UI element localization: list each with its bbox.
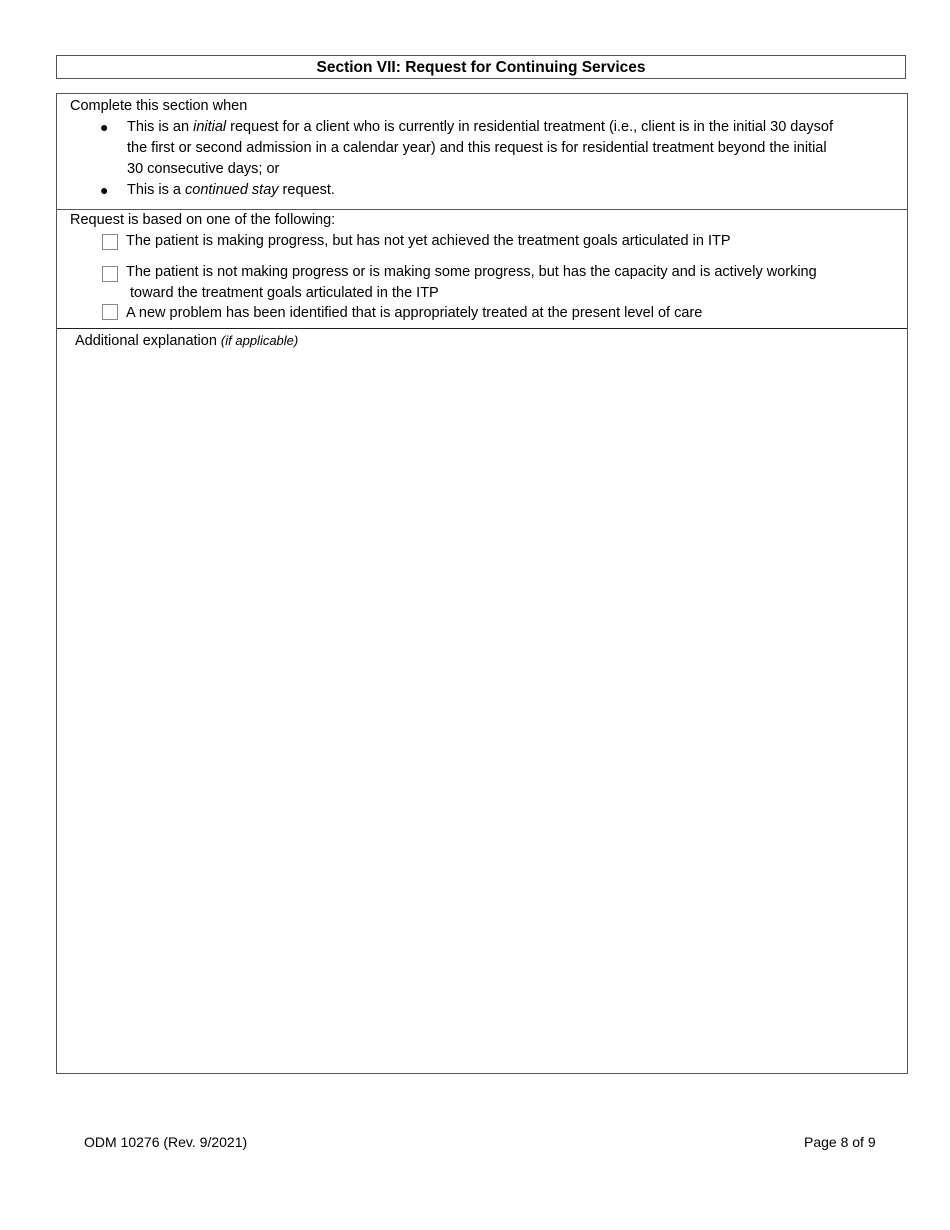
request-basis-row xyxy=(57,210,907,329)
complete-when-intro: Complete this section when xyxy=(70,98,248,114)
bullet-icon: ● xyxy=(100,182,109,198)
request-basis-intro: Request is based on one of the following: xyxy=(70,212,336,228)
additional-explanation-field[interactable] xyxy=(59,355,905,1071)
option-not-making-progress-line2: toward the treatment goals articulated in the ITP xyxy=(126,285,439,301)
option-not-making-progress-label xyxy=(126,262,896,304)
option-making-progress-label: The patient is making progress, but has not yet achieved the treatment goals articulated in ITP xyxy=(126,233,731,249)
page-number: Page 8 of 9 xyxy=(804,1134,876,1150)
bullet-continued-emphasis: continued stay xyxy=(185,182,279,198)
bullet-initial-line1: request for a client who is currently in residential treatment (i.e., client is in the initial 30 daysof xyxy=(226,119,834,135)
additional-explanation-text: Additional explanation xyxy=(75,333,221,349)
bullet-continued-prefix: This is a xyxy=(127,182,186,198)
bullet-initial-line3: 30 consecutive days; or xyxy=(127,161,280,177)
bullet-initial-emphasis: initial xyxy=(193,119,227,135)
option-new-problem-label: A new problem has been identified that is appropriately treated at the present level of care xyxy=(126,305,703,321)
bullet-continued-suffix: request. xyxy=(278,182,335,198)
additional-explanation-qualifier: (if applicable) xyxy=(220,333,299,348)
bullet-initial-request xyxy=(127,117,907,180)
bullet-continued-stay xyxy=(127,180,907,201)
complete-when-row xyxy=(57,94,907,210)
section-title: Section VII: Request for Continuing Services xyxy=(56,55,906,79)
additional-explanation-label xyxy=(75,331,298,351)
bullet-initial-line2: the first or second admission in a calendar year) and this request is for residential treatment beyond the initial xyxy=(127,140,827,156)
bullet-icon: ● xyxy=(100,119,109,135)
form-id: ODM 10276 (Rev. 9/2021) xyxy=(84,1134,248,1150)
option-not-making-progress-line1: The patient is not making progress or is making some progress, but has the capacity and is actively working xyxy=(126,264,817,280)
continuing-services-form xyxy=(56,93,908,1074)
additional-explanation-row xyxy=(57,329,907,1073)
option-making-progress-checkbox[interactable] xyxy=(102,234,118,250)
option-new-problem-checkbox[interactable] xyxy=(102,304,118,320)
bullet-initial-prefix: This is an xyxy=(127,119,194,135)
option-not-making-progress-checkbox[interactable] xyxy=(102,266,118,282)
